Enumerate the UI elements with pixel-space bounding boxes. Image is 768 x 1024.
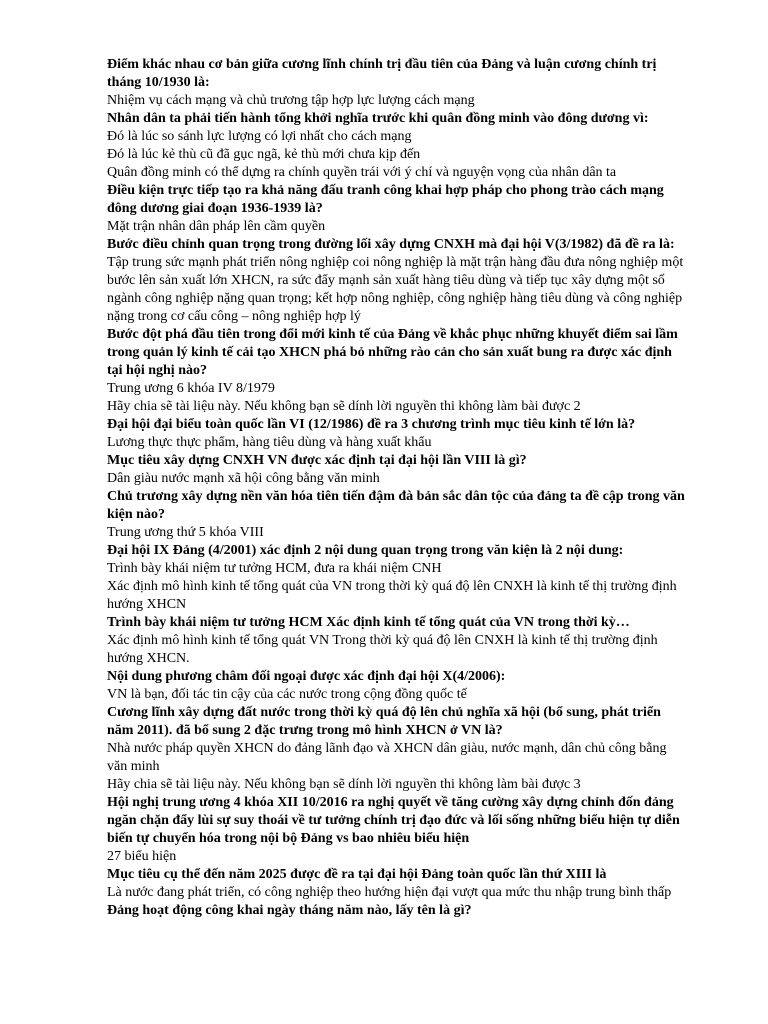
question-line: Mục tiêu xây dựng CNXH VN được xác định tại đại hội lần VIII là gì? xyxy=(107,453,527,468)
question-line: Nhân dân ta phải tiến hành tổng khởi nghĩa trước khi quân đồng minh vào đông dương vì: xyxy=(107,111,649,126)
question-line: Trình bày khái niệm tư tưởng HCM Xác định kinh tế tổng quát của VN trong thời kỳ… xyxy=(107,615,630,630)
answer-line: Nhiệm vụ cách mạng và chủ trương tập hợp lực lượng cách mạng xyxy=(107,93,475,108)
answer-line: Đó là lúc kẻ thù cũ đã gục ngã, kẻ thù mới chưa kịp đến xyxy=(107,147,421,162)
answer-line: Xác định mô hình kinh tế tổng quát VN Trong thời kỳ quá độ lên CNXH là kinh tế thị trường định hướng XHCN. xyxy=(107,633,658,666)
question-line: Đại hội IX Đảng (4/2001) xác định 2 nội dung quan trọng trong văn kiện là 2 nội dung: xyxy=(107,543,624,558)
answer-line: Xác định mô hình kinh tế tổng quát của VN trong thời kỳ quá độ lên CNXH là kinh tế thị trường định hướng XHCN xyxy=(107,579,677,612)
answer-line: Đó là lúc so sánh lực lượng có lợi nhất cho cách mạng xyxy=(107,129,412,144)
question-line: Hội nghị trung ương 4 khóa XII 10/2016 ra nghị quyết về tăng cường xây dựng chỉnh đốn đảng ngăn chặn đẩy lùi sự suy thoái về tư tưởng chính trị đạo đức và lối sống những biểu hiện tự diễn biến tự chuyển hóa trong nội bộ Đảng vs bao nhiêu biểu hiện xyxy=(107,795,680,846)
question-line: Đảng hoạt động công khai ngày tháng năm nào, lấy tên là gì? xyxy=(107,903,472,918)
question-line: Cương lĩnh xây dựng đất nước trong thời kỳ quá độ lên chủ nghĩa xã hội (bổ sung, phát triển năm 2011). đã bổ sung 2 đặc trưng trong mô hình XHCN ở VN là? xyxy=(107,705,661,738)
question-line: Chủ trương xây dựng nền văn hóa tiên tiến đậm đà bản sắc dân tộc của đảng ta đề cập trong văn kiện nào? xyxy=(107,489,685,522)
question-line: Đại hội đại biểu toàn quốc lần VI (12/1986) đề ra 3 chương trình mục tiêu kinh tế lớn là? xyxy=(107,417,636,432)
answer-line: Là nước đang phát triển, có công nghiệp theo hướng hiện đại vượt qua mức thu nhập trung bình thấp xyxy=(107,885,672,900)
answer-line: Lương thực thực phẩm, hàng tiêu dùng và hàng xuất khẩu xyxy=(107,435,432,450)
question-line: Điều kiện trực tiếp tạo ra khả năng đấu tranh công khai hợp pháp cho phong trào cách mạng đông dương giai đoạn 1936-1939 là? xyxy=(107,183,664,216)
answer-line: Hãy chia sẽ tài liệu này. Nếu không bạn sẽ dính lời nguyền thi không làm bài được 3 xyxy=(107,777,581,792)
answer-line: 27 biểu hiện xyxy=(107,849,177,864)
document-body xyxy=(107,56,687,920)
answer-line: Trình bày khái niệm tư tưởng HCM, đưa ra khái niệm CNH xyxy=(107,561,442,576)
answer-line: Trung ương thứ 5 khóa VIII xyxy=(107,525,264,540)
answer-line: Trung ương 6 khóa IV 8/1979 xyxy=(107,381,275,396)
answer-line: Tập trung sức mạnh phát triển nông nghiệp coi nông nghiệp là mặt trận hàng đầu đưa nông nghiệp một bước lên sản xuất lớn XHCN, ra sức đẩy mạnh sản xuất hàng tiêu dùng và tiếp tục xây dựng một số ngành công nghiệp nặng quan trọng; kết hợp nông nghiệp, công nghiệp hàng tiêu dùng và công nghiệp nặng trong cơ cấu công – nông nghiệp hợp lý xyxy=(107,255,684,324)
answer-line: VN là bạn, đối tác tin cậy của các nước trong cộng đồng quốc tế xyxy=(107,687,467,702)
answer-line: Mặt trận nhân dân pháp lên cầm quyền xyxy=(107,219,326,234)
answer-line: Nhà nước pháp quyền XHCN do đảng lãnh đạo và XHCN dân giàu, nước mạnh, dân chủ công bằng văn minh xyxy=(107,741,667,774)
question-line: Bước điều chỉnh quan trọng trong đường lối xây dựng CNXH mà đại hội V(3/1982) đã đề ra là: xyxy=(107,237,675,252)
question-line: Điểm khác nhau cơ bản giữa cương lĩnh chính trị đầu tiên của Đảng và luận cương chính trị tháng 10/1930 là: xyxy=(107,57,657,90)
question-line: Bước đột phá đầu tiên trong đổi mới kinh tế của Đảng về khắc phục những khuyết điểm sai lầm trong quản lý kinh tế cải tạo XHCN phá bỏ những rào cản cho sản xuất bung ra được xác định tại hội nghị nào? xyxy=(107,327,678,378)
answer-line: Hãy chia sẽ tài liệu này. Nếu không bạn sẽ dính lời nguyền thi không làm bài được 2 xyxy=(107,399,581,414)
question-line: Nội dung phương châm đối ngoại được xác định đại hội X(4/2006): xyxy=(107,669,506,684)
answer-line: Dân giàu nước mạnh xã hội công bằng văn minh xyxy=(107,471,380,486)
answer-line: Quân đồng minh có thể dựng ra chính quyền trái với ý chí và nguyện vọng của nhân dân ta xyxy=(107,165,617,180)
question-line: Mục tiêu cụ thể đến năm 2025 được đề ra tại đại hội Đảng toàn quốc lần thứ XIII là xyxy=(107,867,607,882)
